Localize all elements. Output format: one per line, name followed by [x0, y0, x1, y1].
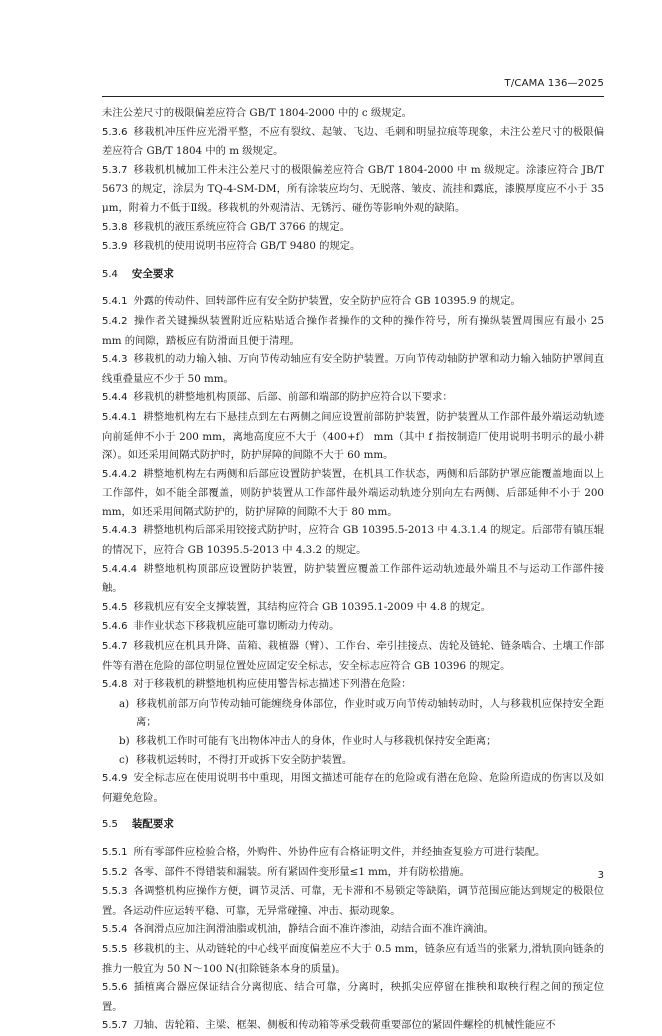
clause-text: 耕整地机构左右两侧和后部应设置防护装置，在机具工作状态，两侧和后部防护罩应能覆盖地面以上工作部件，如不能全部覆盖，则防护装置从工作部件最外端运动轨迹分别向左右两侧、后部延伸不小于 200 mm，如还采用间隔式防护的，防护屏障的间隙不大于 80 mm。	[102, 467, 604, 518]
clause-number: 5.5.6	[102, 982, 128, 994]
list-marker: a)	[119, 697, 130, 710]
clause-paragraph	[102, 388, 604, 408]
clause-text: 非作业状态下移栽机应能可靠切断动力传动。	[133, 620, 340, 633]
clause-paragraph	[102, 1016, 604, 1036]
clause-paragraph	[102, 675, 604, 695]
clause-number: 5.4.4.1	[102, 411, 137, 423]
clause-paragraph	[102, 292, 604, 312]
clause-text: 移栽机机械加工件未注公差尺寸的极限偏差应符合 GB/T 1804-2000 中 m 级规定。涂漆应符合 JB/T 5673 的规定，涂层为 TQ-4-SM-DM，所有涂装应均匀、无脱落、皱皮、流挂和露底，漆膜厚度应不小于 35 μm，附着力不低于Ⅱ级。移栽机的外观清洁、无锈污、碰伤等影响外观的缺陷。	[102, 163, 604, 214]
document-body	[102, 104, 604, 1036]
clause-paragraph	[102, 312, 604, 350]
clause-text: 所有零部件应检验合格，外购件、外协件应有合格证明文件，并经抽查复验方可进行装配。	[133, 845, 546, 858]
clause-paragraph	[102, 104, 604, 123]
clause-paragraph	[102, 769, 604, 807]
clause-number: 5.4.1	[102, 296, 128, 308]
clause-number: 5.4.5	[102, 601, 128, 613]
clause-paragraph	[102, 637, 604, 675]
section-heading	[102, 815, 604, 835]
clause-text: 移栽机的动力输入轴、万向节传动轴应有安全防护装置。万向节传动轴防护罩和动力输入轴防护罩间直线重叠量应不少于 50 mm。	[102, 353, 604, 385]
clause-number: 5.4.8	[102, 679, 128, 691]
clause-paragraph	[102, 560, 604, 598]
clause-paragraph	[102, 598, 604, 618]
list-item	[102, 751, 604, 770]
clause-number: 5.5.1	[102, 846, 128, 858]
clause-paragraph	[102, 408, 604, 465]
clause-number: 5.4	[102, 268, 118, 280]
clause-text: 外露的传动件、回转部件应有安全防护装置，安全防护应符合 GB 10395.9 的规定。	[133, 295, 521, 308]
header-divider	[102, 96, 604, 97]
clause-text: 耕整地机构后部采用铰接式防护时，应符合 GB 10395.5-2013 中 4.3.1.4 的规定。后部带有镇压辊的情况下，应符合 GB 10395.5-2013 中 4.3.2 的规定。	[102, 524, 604, 557]
clause-text: 耕整地机构顶部应设置防护装置，防护装置应覆盖工作部件运动轨迹最外端且不与运动工作部件接触。	[102, 562, 604, 595]
clause-number: 5.4.9	[102, 773, 128, 785]
clause-text: 未注公差尺寸的极限偏差应符合 GB/T 1804-2000 中的 c 级规定。	[102, 107, 413, 119]
clause-number: 5.5.3	[102, 886, 128, 898]
clause-number: 5.4.3	[102, 354, 128, 366]
clause-number: 5.5	[102, 819, 118, 831]
list-item	[102, 732, 604, 751]
clause-text: 移栽机的主、从动链轮的中心线平面度偏差应不大于 0.5 mm，链条应有适当的张紧力,滑轨顶向链条的推力一般宜为 50 N～100 N(扣除链条本身的质量)。	[102, 942, 604, 975]
clause-number: 5.4.7	[102, 641, 128, 653]
clause-number: 5.4.2	[102, 315, 128, 327]
clause-text: 移栽机冲压件应光滑平整，不应有裂纹、起皱、飞边、毛刺和明显拉痕等现象，未注公差尺寸的极限偏差应符合 GB/T 1804 中的 m 级规定。	[102, 125, 604, 158]
clause-number: 5.5.7	[102, 1020, 128, 1032]
clause-text: 移栽机的耕整地机构顶部、后部、前部和端部的防护应符合以下要求：	[133, 391, 453, 404]
clause-paragraph	[102, 882, 604, 920]
clause-text: 移栽机应在机具升降、苗箱、栽植器（臂）、工作台、牵引挂接点、齿轮及链轮、链条啮合、土壤工作部件等有潜在危险的部位明显位置处应固定安全标志，安全标志应符合 GB 10396 的规定。	[102, 640, 604, 672]
clause-paragraph	[102, 218, 604, 238]
page-number: 3	[597, 870, 604, 881]
clause-paragraph	[102, 863, 604, 883]
clause-text: 移栽机的使用说明书应符合 GB/T 9480 的规定。	[133, 240, 361, 253]
clause-number: 5.5.5	[102, 943, 128, 955]
clause-number: 5.3.8	[102, 221, 128, 233]
section-heading	[102, 265, 604, 285]
clause-text: 插植离合器应保证结合分离彻底、结合可靠，分离时，秧抓尖应停留在推秧和取秧行程之间的预定位置。	[102, 981, 604, 1013]
clause-text: 移栽机的液压系统应符合 GB/T 3766 的规定。	[133, 220, 351, 233]
clause-paragraph	[102, 843, 604, 863]
document-code-header: T/CAMA 136—2025	[504, 78, 604, 89]
clause-paragraph	[102, 465, 604, 522]
section-title: 安全要求	[131, 267, 174, 280]
clause-paragraph	[102, 617, 604, 637]
clause-text: 移栽机运转时，不得打开或拆下安全防护装置。	[136, 753, 353, 766]
clause-text: 操作者关键操纵装置附近应粘贴适合操作者操作的文种的操作符号，所有操纵装置周围应有最小 25 mm 的间隙，踏板应有防滑面且便于清理。	[102, 314, 604, 347]
clause-number: 5.4.6	[102, 621, 128, 633]
clause-text: 各调整机构应操作方便，调节灵活、可靠，无卡滞和不易锁定等缺陷，调节范围应能达到规定的极限位置。各运动件应运转平稳、可靠，无异常碰撞、冲击、振动现象。	[102, 885, 604, 917]
clause-paragraph	[102, 237, 604, 257]
clause-number: 5.5.4	[102, 924, 128, 936]
clause-number: 5.3.6	[102, 126, 128, 138]
clause-number: 5.4.4.4	[102, 563, 137, 575]
clause-text: 对于移栽机的耕整地机构应使用警告标志描述下列潜在危险：	[133, 678, 412, 691]
clause-paragraph	[102, 920, 604, 940]
list-marker: c)	[119, 753, 129, 766]
list-item	[102, 695, 604, 732]
clause-number: 5.3.7	[102, 164, 128, 176]
clause-paragraph	[102, 521, 604, 559]
clause-text: 刀轴、齿轮箱、主梁、框架、侧板和传动箱等承受载荷重要部位的紧固件螺栓的机械性能应不	[133, 1019, 556, 1032]
list-marker: b)	[119, 735, 130, 747]
clause-paragraph	[102, 123, 604, 161]
clause-text: 耕整地机构左右下悬挂点到左右两侧之间应设置前部防护装置，防护装置从工作部件最外端运动轨迹向前延伸不小于 200 mm，离地高度应不大于（400+f） mm（其中 f 指按制造厂使用说明书明示的最小耕深）。如还采用间隔式防护时，防护屏障的间隙不大于 60 mm。	[102, 410, 604, 462]
clause-text: 各润滑点应加注润滑油脂或机油，静结合面不准许渗油，动结合面不准许滴油。	[133, 923, 494, 936]
clause-text: 各零、部件不得错装和漏装。所有紧固件变形量≤1 mm，并有防松措施。	[133, 865, 471, 878]
clause-paragraph	[102, 161, 604, 218]
clause-text: 安全标志应在使用说明书中重现，用图文描述可能存在的危险或有潜在危险、危险所造成的伤害以及如何避免危险。	[102, 772, 604, 804]
clause-number: 5.4.4.2	[102, 468, 137, 480]
clause-text: 移栽机前部万向节传动轴可能缠绕身体部位，作业时或万向节传动轴转动时，人与移栽机应保持安全距离；	[136, 697, 604, 729]
section-title: 装配要求	[131, 818, 174, 831]
clause-paragraph	[102, 978, 604, 1016]
clause-number: 5.4.4.3	[102, 525, 137, 537]
clause-number: 5.4.4	[102, 392, 128, 404]
clause-paragraph	[102, 350, 604, 388]
clause-text: 移栽机应有安全支撑装置，其结构应符合 GB 10395.1-2009 中 4.8 的规定。	[133, 600, 492, 613]
clause-paragraph	[102, 940, 604, 978]
clause-number: 5.3.9	[102, 241, 128, 253]
clause-text: 移栽机工作时可能有飞出物体冲击人的身体，作业时人与移栽机保持安全距离；	[136, 735, 497, 747]
clause-number: 5.5.2	[102, 866, 128, 878]
